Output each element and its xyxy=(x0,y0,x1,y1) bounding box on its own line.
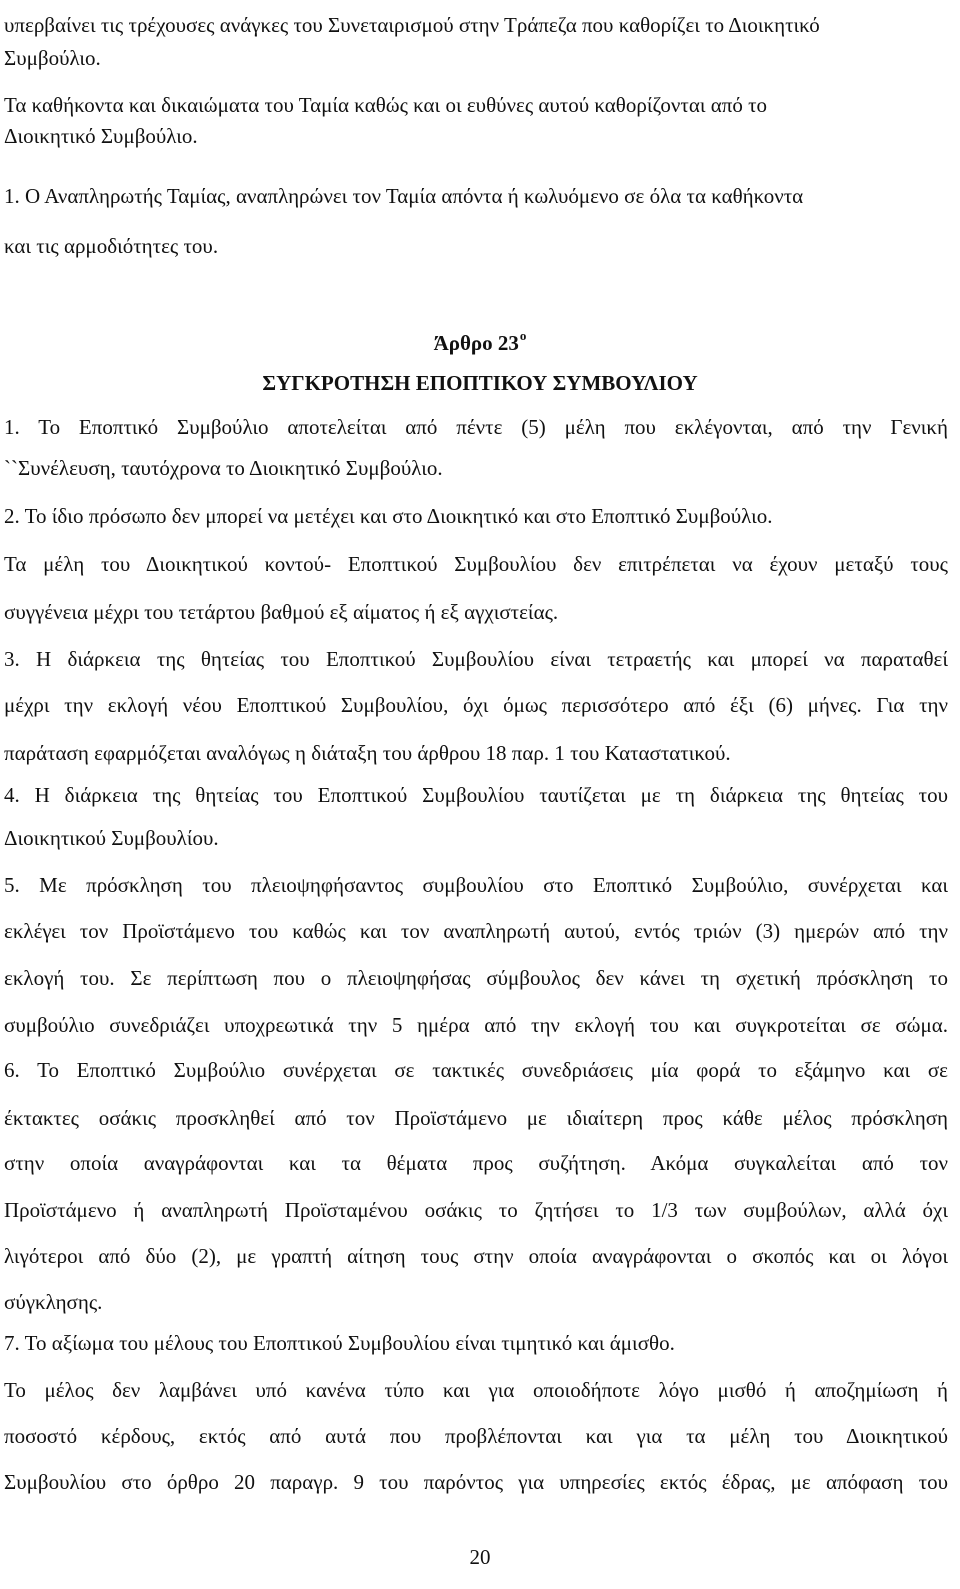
text-line: ποσοστό κέρδους, εκτός από αυτά που προβλέπονται και για τα μέλη του Διοικητικού xyxy=(4,1424,948,1448)
text-line: στην οποία αναγράφονται και τα θέματα προς συζήτηση. Ακόμα συγκαλείται από τον xyxy=(4,1151,948,1175)
text-line: 7. Το αξίωμα του μέλους του Εποπτικού Συμβουλίου είναι τιμητικό και άμισθο. xyxy=(4,1331,675,1355)
text-line: μέχρι την εκλογή νέου Εποπτικού Συμβουλίου, όχι όμως περισσότερο από έξι (6) μήνες. Για την xyxy=(4,693,948,717)
text-line: λιγότεροι από δύο (2), με γραπτή αίτηση τους στην οποία αναγράφονται ο σκοπός και οι λόγοι xyxy=(4,1244,948,1268)
section-title: ΣΥΓΚΡΟΤΗΣΗ ΕΠΟΠΤΙΚΟΥ ΣΥΜΒΟΥΛΙΟΥ xyxy=(262,371,698,395)
text-line: Διοικητικό Συμβούλιο. xyxy=(4,124,198,148)
text-line: Το μέλος δεν λαμβάνει υπό κανένα τύπο και για οποιοδήποτε λόγο μισθό ή αποζημίωση ή xyxy=(4,1378,948,1402)
article-heading-superscript: ο xyxy=(519,328,527,343)
text-line: έκτακτες οσάκις προσκληθεί από τον Προϊστάμενο με ιδιαίτερη προς κάθε μέλος πρόσκληση xyxy=(4,1106,948,1130)
text-line: Διοικητικού Συμβουλίου. xyxy=(4,826,219,850)
text-line: εκλέγει τον Προϊστάμενο του καθώς και τον αναπληρωτή αυτού, εντός τριών (3) ημερών από την xyxy=(4,919,948,943)
text-line: 6. Το Εποπτικό Συμβούλιο συνέρχεται σε τακτικές συνεδριάσεις μία φορά το εξάμηνο και σε xyxy=(4,1058,948,1082)
page-number: 20 xyxy=(469,1545,491,1569)
text-line: Προϊστάμενο ή αναπληρωτή Προϊσταμένου οσάκις το ζητήσει το 1/3 των συμβούλων, αλλά όχι xyxy=(4,1198,948,1222)
text-line: και τις αρμοδιότητες του. xyxy=(4,234,219,258)
text-line: 3. Η διάρκεια της θητείας του Εποπτικού Συμβουλίου είναι τετραετής και μπορεί να παραταθεί xyxy=(4,647,948,671)
text-line: Συμβούλιο. xyxy=(4,46,101,70)
text-line: 5. Με πρόσκληση του πλειοψηφήσαντος συμβουλίου στο Εποπτικό Συμβούλιο, συνέρχεται και xyxy=(4,873,948,897)
text-line: Τα μέλη του Διοικητικού κοντού- Εποπτικού Συμβουλίου δεν επιτρέπεται να έχουν μεταξύ τους xyxy=(4,552,948,576)
article-heading-text: Άρθρο 23 xyxy=(433,331,519,355)
text-line: 2. Το ίδιο πρόσωπο δεν μπορεί να μετέχει και στο Διοικητικό και στο Εποπτικό Συμβούλιο. xyxy=(4,504,773,528)
text-line: Τα καθήκοντα και δικαιώματα του Ταμία καθώς και οι ευθύνες αυτού καθορίζονται από το xyxy=(4,93,768,117)
text-line: συμβούλιο συνεδριάζει υποχρεωτικά την 5 ημέρα από την εκλογή του και συγκροτείται σε σώμα. xyxy=(4,1013,948,1037)
text-line: συγγένεια μέχρι του τετάρτου βαθμού εξ αίματος ή εξ αγχιστείας. xyxy=(4,600,559,624)
text-line: παράταση εφαρμόζεται αναλόγως η διάταξη του άρθρου 18 παρ. 1 του Καταστατικού. xyxy=(4,741,731,765)
article-heading xyxy=(0,323,960,356)
text-line: Συμβουλίου στο όρθρο 20 παραγρ. 9 του παρόντος για υπηρεσίες εκτός έδρας, με απόφαση του xyxy=(4,1470,948,1494)
text-line: 4. Η διάρκεια της θητείας του Εποπτικού Συμβουλίου ταυτίζεται με τη διάρκεια της θητείας του xyxy=(4,783,948,807)
text-line: 1. Το Εποπτικό Συμβούλιο αποτελείται από πέντε (5) μέλη που εκλέγονται, από την Γενική xyxy=(4,415,948,439)
text-line: σύγκλησης. xyxy=(4,1290,103,1314)
text-line: 1. Ο Αναπληρωτής Ταμίας, αναπληρώνει τον Ταμία απόντα ή κωλυόμενο σε όλα τα καθήκοντα xyxy=(4,184,804,208)
text-line: εκλογή του. Σε περίπτωση που ο πλειοψηφήσας σύμβουλος δεν κάνει τη σχετική πρόσκληση το xyxy=(4,966,948,990)
text-line: υπερβαίνει τις τρέχουσες ανάγκες του Συνεταιρισμού στην Τράπεζα που καθορίζει το Διοικητικό xyxy=(4,13,820,37)
text-line: ``Συνέλευση, ταυτόχρονα το Διοικητικό Συμβούλιο. xyxy=(4,456,443,480)
